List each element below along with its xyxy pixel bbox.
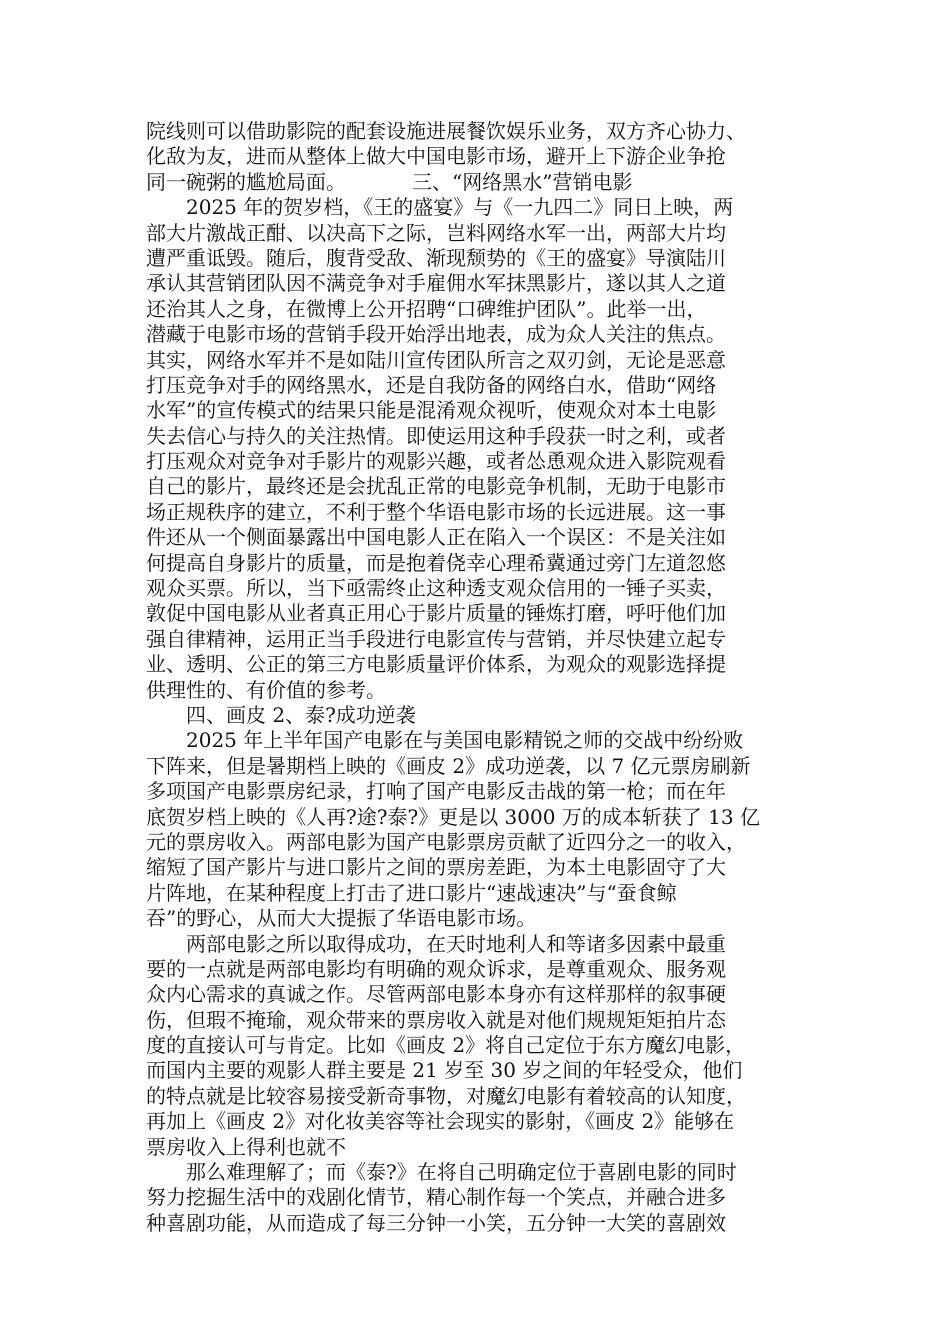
text-line: 种喜剧功能，从而造成了每三分钟一小笑，五分钟一大笑的喜剧效 [146, 1210, 726, 1235]
text-line: 强自律精神，运用正当手段进行电影宣传与营销，并尽快建立起专 [146, 626, 726, 651]
text-line: 而国内主要的观影人群主要是 21 岁至 30 岁之间的年轻受众，他们 [146, 1058, 743, 1083]
text-line: 吞”的野心，从而大大提振了华语电影市场。 [146, 906, 537, 931]
text-line: 的特点就是比较容易接受新奇事物，对魔幻电影有着较高的认知度， [146, 1083, 746, 1108]
text-line: 观众买票。所以，当下亟需终止这种透支观众信用的一锤子买卖， [146, 576, 726, 601]
paragraph-start: 那么难理解了；而《泰?》在将自己明确定位于喜剧电影的同时 [186, 1160, 737, 1185]
text-line: 件还从一个侧面暴露出中国电影人正在陷入一个误区：不是关注如 [146, 525, 726, 550]
text-line: 底贺岁档上映的《人再?途?泰?》更是以 3000 万的成本斩获了 13 亿 [146, 804, 760, 829]
text-line: 度的直接认可与肯定。比如《画皮 2》将自己定位于东方魔幻电影， [146, 1033, 746, 1058]
paragraph-start: 2025 年的贺岁档，《王的盛宴》与《一九四二》同日上映，两 [186, 195, 734, 220]
text-line: 缩短了国产影片与进口影片之间的票房差距，为本土电影固守了大 [146, 855, 726, 880]
text-line: 打压观众对竞争对手影片的观影兴趣，或者怂恿观众进入影院观看 [146, 449, 726, 474]
text-line: 敦促中国电影从业者真正用心于影片质量的锤炼打磨，呼吁他们加 [146, 601, 726, 626]
paragraph-start: 2025 年上半年国产电影在与美国电影精锐之师的交战中纷纷败 [186, 728, 744, 753]
text-line: 再加上《画皮 2》对化妆美容等社会现实的影射，《画皮 2》能够在 [146, 1109, 735, 1134]
text-line: 多项国产电影票房纪录，打响了国产电影反击战的第一枪；而在年 [146, 779, 726, 804]
text-line: 供理性的、有价值的参考。 [146, 677, 386, 702]
text-line: 片阵地，在某种程度上打击了进口影片“速战速决”与“蚕食鲸 [146, 880, 677, 905]
paragraph-start: 两部电影之所以取得成功，在天时地利人和等诸多因素中最重 [186, 931, 726, 956]
text-line: 票房收入上得利也就不 [146, 1134, 346, 1159]
text-line: 失去信心与持久的关注热情。即使运用这种手段获一时之利，或者 [146, 423, 726, 448]
text-line: 其实，网络水军并不是如陆川宣传团队所言之双刃剑，无论是恶意 [146, 347, 726, 372]
text-line: 场正规秩序的建立，不利于整个华语电影市场的长远进展。这一事 [146, 499, 726, 524]
text-line: 努力挖掘生活中的戏剧化情节，精心制作每一个笑点，并融合进多 [146, 1185, 726, 1210]
text-line: 部大片激战正酣、以决高下之际，岂料网络水军一出，两部大片均 [146, 220, 726, 245]
text-line: 水军”的宣传模式的结果只能是混淆观众视听，使观众对本土电影 [146, 398, 717, 423]
text-line: 承认其营销团队因不满竞争对手雇佣水军抹黑影片，遂以其人之道 [146, 271, 726, 296]
text-line: 下阵来，但是暑期档上映的《画皮 2》成功逆袭，以 7 亿元票房刷新 [146, 753, 751, 778]
section-heading: 三、“网络黑水”营销电影 [412, 169, 633, 194]
text-line: 自己的影片，最终还是会扰乱正常的电影竞争机制，无助于电影市 [146, 474, 726, 499]
text-line: 要的一点就是两部电影均有明确的观众诉求，是尊重观众、服务观 [146, 956, 726, 981]
text-line: 同一碗粥的尴尬局面。 [146, 169, 346, 194]
text-line: 遭严重诋毁。随后，腹背受敌、渐现颓势的《王的盛宴》导演陆川 [146, 245, 726, 270]
text-line: 众内心需求的真诚之作。尽管两部电影本身亦有这样那样的叙事硬 [146, 982, 726, 1007]
text-line: 元的票房收入。两部电影为国产电影票房贡献了近四分之一的收入， [146, 829, 746, 854]
text-line-with-heading [146, 170, 811, 195]
document-page [146, 119, 811, 1236]
text-line: 打压竞争对手的网络黑水，还是自我防备的网络白水，借助“网络 [146, 372, 717, 397]
text-line: 伤，但瑕不掩瑜，观众带来的票房收入就是对他们规规矩矩拍片态 [146, 1007, 726, 1032]
text-line: 化敌为友，进而从整体上做大中国电影市场，避开上下游企业争抢 [146, 144, 726, 169]
section-heading: 四、画皮 2、泰?成功逆袭 [186, 702, 416, 727]
text-line: 院线则可以借助影院的配套设施进展餐饮娱乐业务，双方齐心协力、 [146, 119, 746, 143]
text-line: 还治其人之身，在微博上公开招聘“口碑维护团队”。此举一出， [146, 296, 707, 321]
text-line: 何提高自身影片的质量，而是抱着侥幸心理希冀通过旁门左道忽悠 [146, 550, 726, 575]
text-line: 潜藏于电影市场的营销手段开始浮出地表，成为众人关注的焦点。 [146, 322, 726, 347]
text-line: 业、透明、公正的第三方电影质量评价体系，为观众的观影选择提 [146, 652, 726, 677]
